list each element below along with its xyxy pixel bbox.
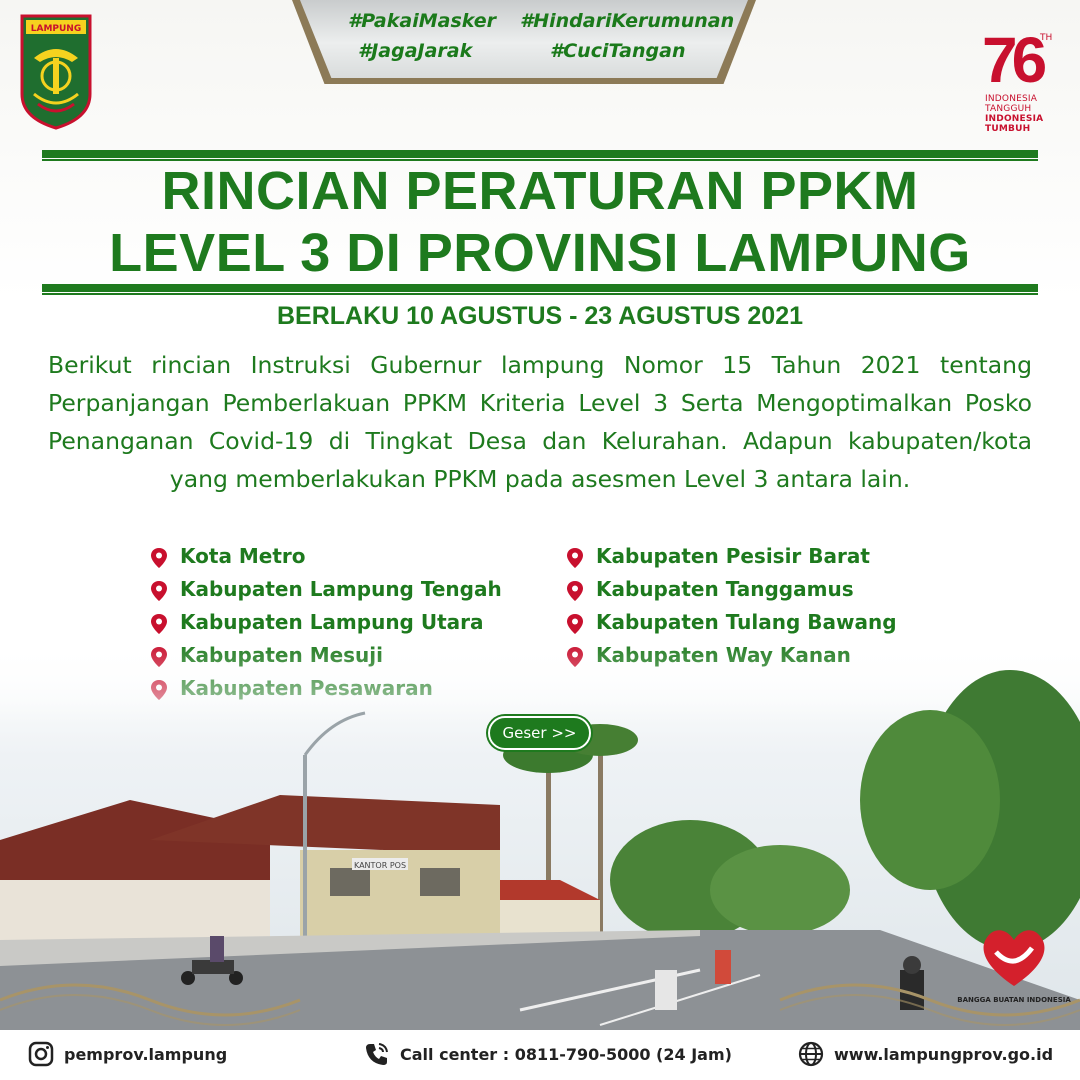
website-url: www.lampungprov.go.id (834, 1044, 1054, 1064)
instagram-icon (28, 1041, 54, 1067)
anniversary-line-2: TANGGUH (985, 104, 1032, 114)
list-item (150, 606, 502, 639)
call-center-number: Call center : 0811-790-5000 (24 Jam) (400, 1044, 732, 1064)
instagram-handle: pemprov.lampung (64, 1044, 228, 1064)
title-bottom-rule (42, 284, 1038, 292)
list-item (566, 573, 897, 606)
logo-text: LAMPUNG (30, 24, 82, 34)
pin-icon (566, 613, 584, 635)
pin-icon (150, 547, 168, 569)
footer-website[interactable] (798, 1038, 1053, 1070)
anniversary-line-4: TUMBUH (985, 124, 1031, 134)
anniversary-number: 76 (982, 24, 1042, 96)
title-line-2: LEVEL 3 DI PROVINSI LAMPUNG (109, 223, 971, 283)
lampung-province-logo (20, 14, 92, 130)
footer-instagram[interactable] (28, 1038, 227, 1070)
hashtag-hindari-kerumunan: #HindariKerumunan (520, 10, 735, 32)
intro-paragraph: Berikut rincian Instruksi Gubernur lampung Nomor 15 Tahun 2021 tentang Perpanjangan Pemberlakuan PPKM Kriteria Level 3 Serta Mengoptimalkan Posko Penanganan Covid-19 di Tingkat Desa dan Kelurahan. Adapun kabupaten/kota yang memberlakukan PPKM pada asesmen Level 3 antara lain. (48, 351, 1032, 493)
validity-period: BERLAKU 10 AGUSTUS - 23 AGUSTUS 2021 (276, 302, 804, 330)
pin-icon (150, 580, 168, 602)
list-item (566, 606, 897, 639)
region-name: Kabupaten Lampung Tengah (180, 577, 502, 601)
anniversary-suffix: TH (1040, 33, 1053, 43)
ornament-left (0, 960, 300, 1020)
swipe-next-button[interactable]: Geser >> (488, 716, 591, 750)
anniversary-line-3: INDONESIA (985, 114, 1044, 124)
phone-icon (364, 1041, 390, 1067)
pin-icon (566, 547, 584, 569)
anniversary-line-1: INDONESIA (985, 94, 1038, 104)
title-top-rule (42, 150, 1038, 158)
hashtag-pakai-masker: #PakaiMasker (348, 10, 496, 32)
region-name: Kabupaten Tanggamus (596, 577, 854, 601)
region-name: Kota Metro (180, 544, 306, 568)
hashtag-jaga-jarak: #JagaJarak (358, 40, 473, 62)
region-name: Kabupaten Pesisir Barat (596, 544, 870, 568)
region-name: Kabupaten Lampung Utara (180, 610, 484, 634)
bbi-logo-text: BANGGA BUATAN INDONESIA (957, 996, 1071, 1004)
region-name: Kabupaten Tulang Bawang (596, 610, 897, 634)
pin-icon (150, 613, 168, 635)
list-item (150, 573, 502, 606)
footer-call-center[interactable] (364, 1038, 732, 1070)
globe-icon (798, 1041, 824, 1067)
hashtag-cuci-tangan: #CuciTangan (550, 40, 686, 62)
title-line-1: RINCIAN PERATURAN PPKM (161, 161, 919, 221)
bangga-buatan-indonesia-logo (957, 918, 1071, 1014)
pin-icon (566, 580, 584, 602)
list-item (150, 540, 502, 573)
list-item (566, 540, 897, 573)
photo-sign-text: KANTOR POS (353, 861, 407, 870)
